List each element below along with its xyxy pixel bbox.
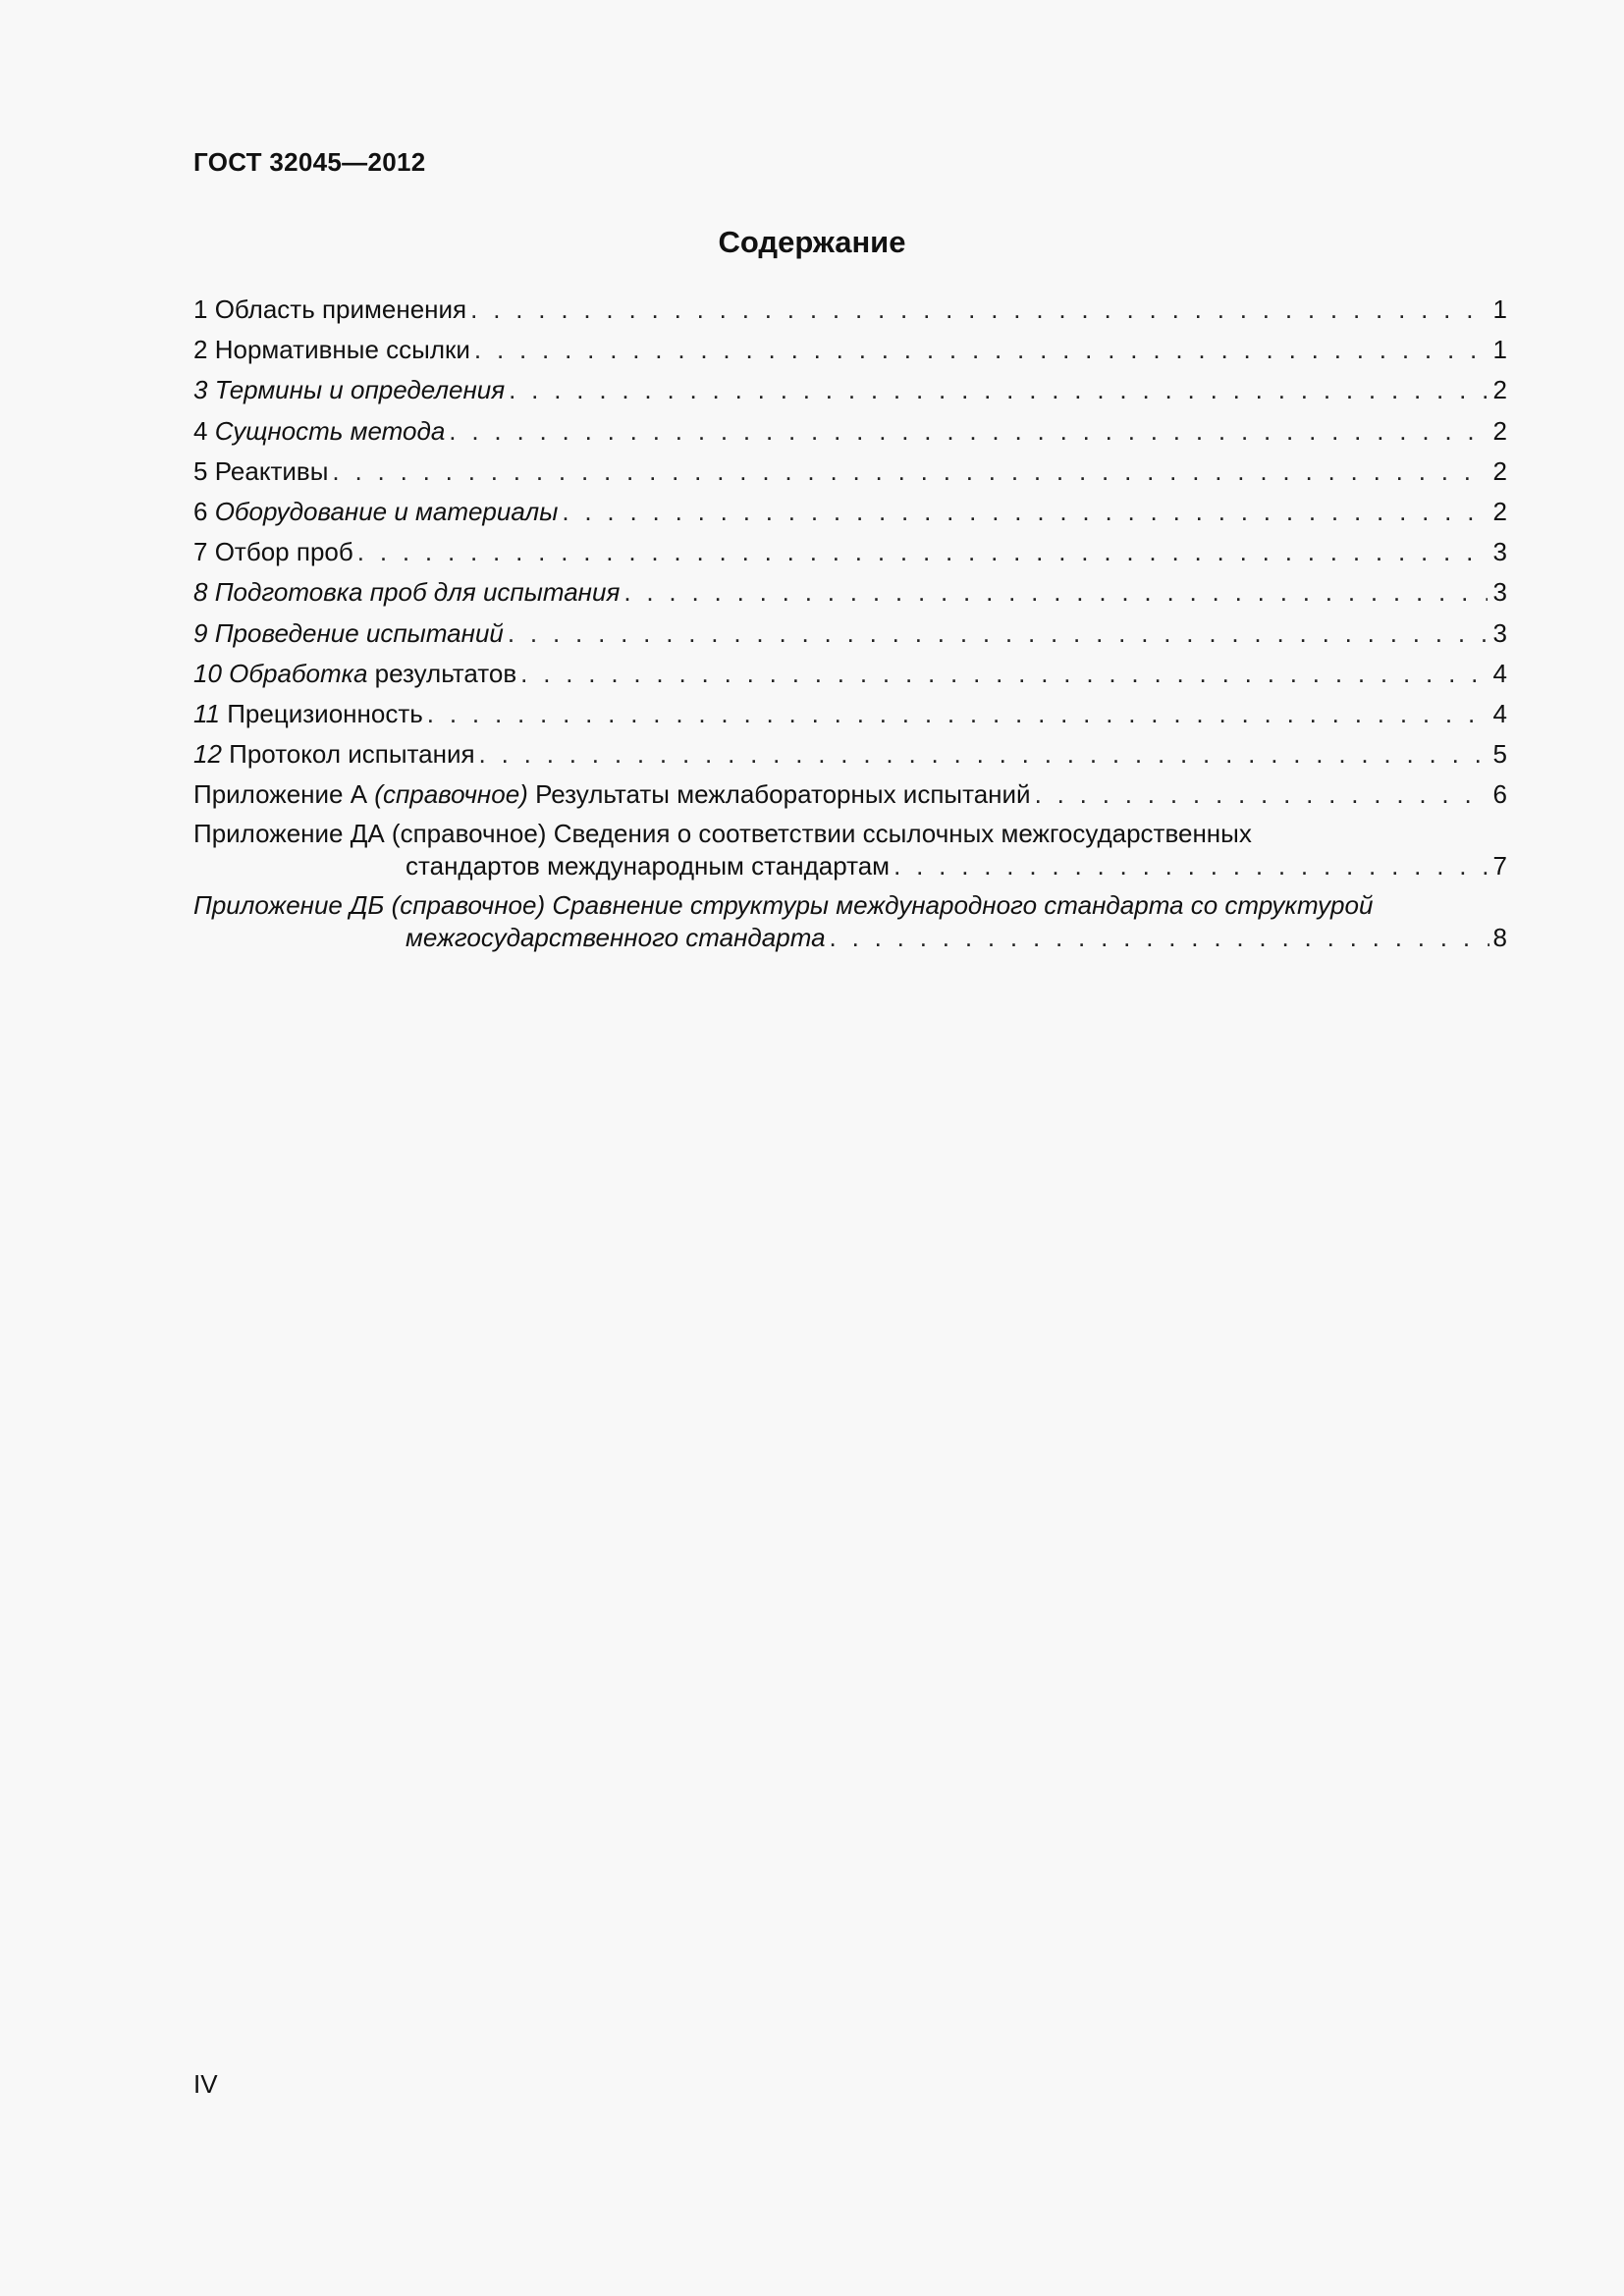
appendix-note: (справочное) bbox=[374, 779, 528, 810]
toc-entry-number: 8 bbox=[193, 577, 208, 608]
appendix-note: (справочное) bbox=[391, 890, 546, 921]
dot-leader bbox=[509, 373, 1488, 406]
toc-entry-3[interactable] bbox=[193, 373, 1507, 406]
toc-entry-page: 8 bbox=[1492, 923, 1507, 953]
toc-entry-title: Оборудование и материалы bbox=[214, 496, 559, 526]
toc-entry-page: 4 bbox=[1492, 658, 1507, 688]
dot-leader bbox=[562, 495, 1488, 528]
appendix-prefix: Приложение А bbox=[193, 779, 368, 810]
dot-leader bbox=[449, 414, 1488, 448]
dot-leader bbox=[520, 657, 1488, 690]
toc-entry-11[interactable] bbox=[193, 697, 1507, 730]
toc-title: Содержание bbox=[718, 225, 906, 259]
toc-entry-title-rest: результатов bbox=[374, 658, 517, 688]
toc-entry-number: 3 bbox=[193, 375, 208, 405]
toc-entry-page: 2 bbox=[1492, 496, 1507, 526]
toc-entry-number: 7 bbox=[193, 537, 208, 567]
toc-appendix-db[interactable] bbox=[193, 889, 1507, 954]
dot-leader bbox=[830, 922, 1489, 954]
toc-entry-page: 1 bbox=[1492, 294, 1507, 324]
toc-entry-number: 10 bbox=[193, 658, 222, 688]
appendix-title-line2: межгосударственного стандарта bbox=[406, 923, 826, 953]
appendix-title-line1: Сведения о соответствии ссылочных межгосударственных bbox=[553, 819, 1252, 849]
toc-entry-page: 1 bbox=[1492, 335, 1507, 365]
toc-entry-title: Нормативные ссылки bbox=[214, 335, 470, 365]
toc-entry-title: Область применения bbox=[214, 294, 467, 324]
toc-entry-page: 5 bbox=[1492, 739, 1507, 770]
toc-entry-number: 6 bbox=[193, 496, 208, 526]
page-number: IV bbox=[193, 2069, 218, 2099]
toc-entry-title: Отбор проб bbox=[214, 537, 353, 567]
toc-entry-title: Сущность метода bbox=[214, 415, 446, 446]
dot-leader bbox=[893, 850, 1489, 882]
toc-entry-number: 12 bbox=[193, 739, 222, 770]
toc-entry-page: 6 bbox=[1492, 779, 1507, 810]
dot-leader bbox=[508, 616, 1488, 650]
toc-entry-page: 2 bbox=[1492, 375, 1507, 405]
toc-entry-title: Термины и определения bbox=[214, 375, 506, 405]
toc-entry-7[interactable] bbox=[193, 535, 1507, 568]
toc-entry-title: Реактивы bbox=[214, 455, 329, 486]
toc-entry-page: 2 bbox=[1492, 415, 1507, 446]
appendix-note: (справочное) bbox=[391, 819, 547, 849]
toc-appendix-a[interactable] bbox=[193, 777, 1507, 811]
appendix-title-line2: стандартов международным стандартам bbox=[406, 851, 891, 881]
toc-entry-title-italic: Обработка bbox=[229, 658, 368, 688]
toc-entry-number: 11 bbox=[193, 698, 220, 728]
dot-leader bbox=[474, 333, 1488, 366]
toc-entry-page: 3 bbox=[1492, 537, 1507, 567]
dot-leader bbox=[332, 454, 1488, 488]
toc-entry-title: Прецизионность bbox=[227, 698, 423, 728]
toc-entry-5[interactable] bbox=[193, 454, 1507, 488]
table-of-contents bbox=[193, 293, 1507, 961]
toc-entry-title: Протокол испытания bbox=[229, 739, 475, 770]
toc-entry-page: 2 bbox=[1492, 455, 1507, 486]
toc-entry-10[interactable] bbox=[193, 657, 1507, 690]
dot-leader bbox=[427, 697, 1488, 730]
toc-entry-page: 3 bbox=[1492, 617, 1507, 648]
appendix-prefix: Приложение ДБ bbox=[193, 890, 385, 921]
toc-entry-number: 9 bbox=[193, 617, 208, 648]
toc-entry-1[interactable] bbox=[193, 293, 1507, 326]
appendix-title: Результаты межлабораторных испытаний bbox=[535, 779, 1031, 810]
dot-leader bbox=[623, 575, 1488, 609]
toc-entry-title: Проведение испытаний bbox=[214, 617, 504, 648]
toc-entry-number: 1 bbox=[193, 294, 208, 324]
dot-leader bbox=[479, 737, 1488, 771]
toc-entry-page: 4 bbox=[1492, 698, 1507, 728]
document-id: ГОСТ 32045—2012 bbox=[193, 147, 426, 177]
appendix-prefix: Приложение ДА bbox=[193, 819, 385, 849]
toc-entry-number: 5 bbox=[193, 455, 208, 486]
toc-entry-number: 2 bbox=[193, 335, 208, 365]
toc-entry-9[interactable] bbox=[193, 616, 1507, 650]
toc-entry-12[interactable] bbox=[193, 737, 1507, 771]
appendix-title-line1: Сравнение структуры международного стандарта со структурой bbox=[552, 890, 1374, 921]
toc-entry-page: 7 bbox=[1492, 851, 1507, 881]
toc-entry-page: 3 bbox=[1492, 577, 1507, 608]
toc-entry-number: 4 bbox=[193, 415, 208, 446]
toc-entry-6[interactable] bbox=[193, 495, 1507, 528]
dot-leader bbox=[1035, 777, 1488, 811]
toc-entry-title: Подготовка проб для испытания bbox=[214, 577, 621, 608]
toc-appendix-da[interactable] bbox=[193, 818, 1507, 882]
dot-leader bbox=[357, 535, 1488, 568]
dot-leader bbox=[470, 293, 1488, 326]
toc-entry-8[interactable] bbox=[193, 575, 1507, 609]
toc-entry-4[interactable] bbox=[193, 414, 1507, 448]
toc-entry-2[interactable] bbox=[193, 333, 1507, 366]
